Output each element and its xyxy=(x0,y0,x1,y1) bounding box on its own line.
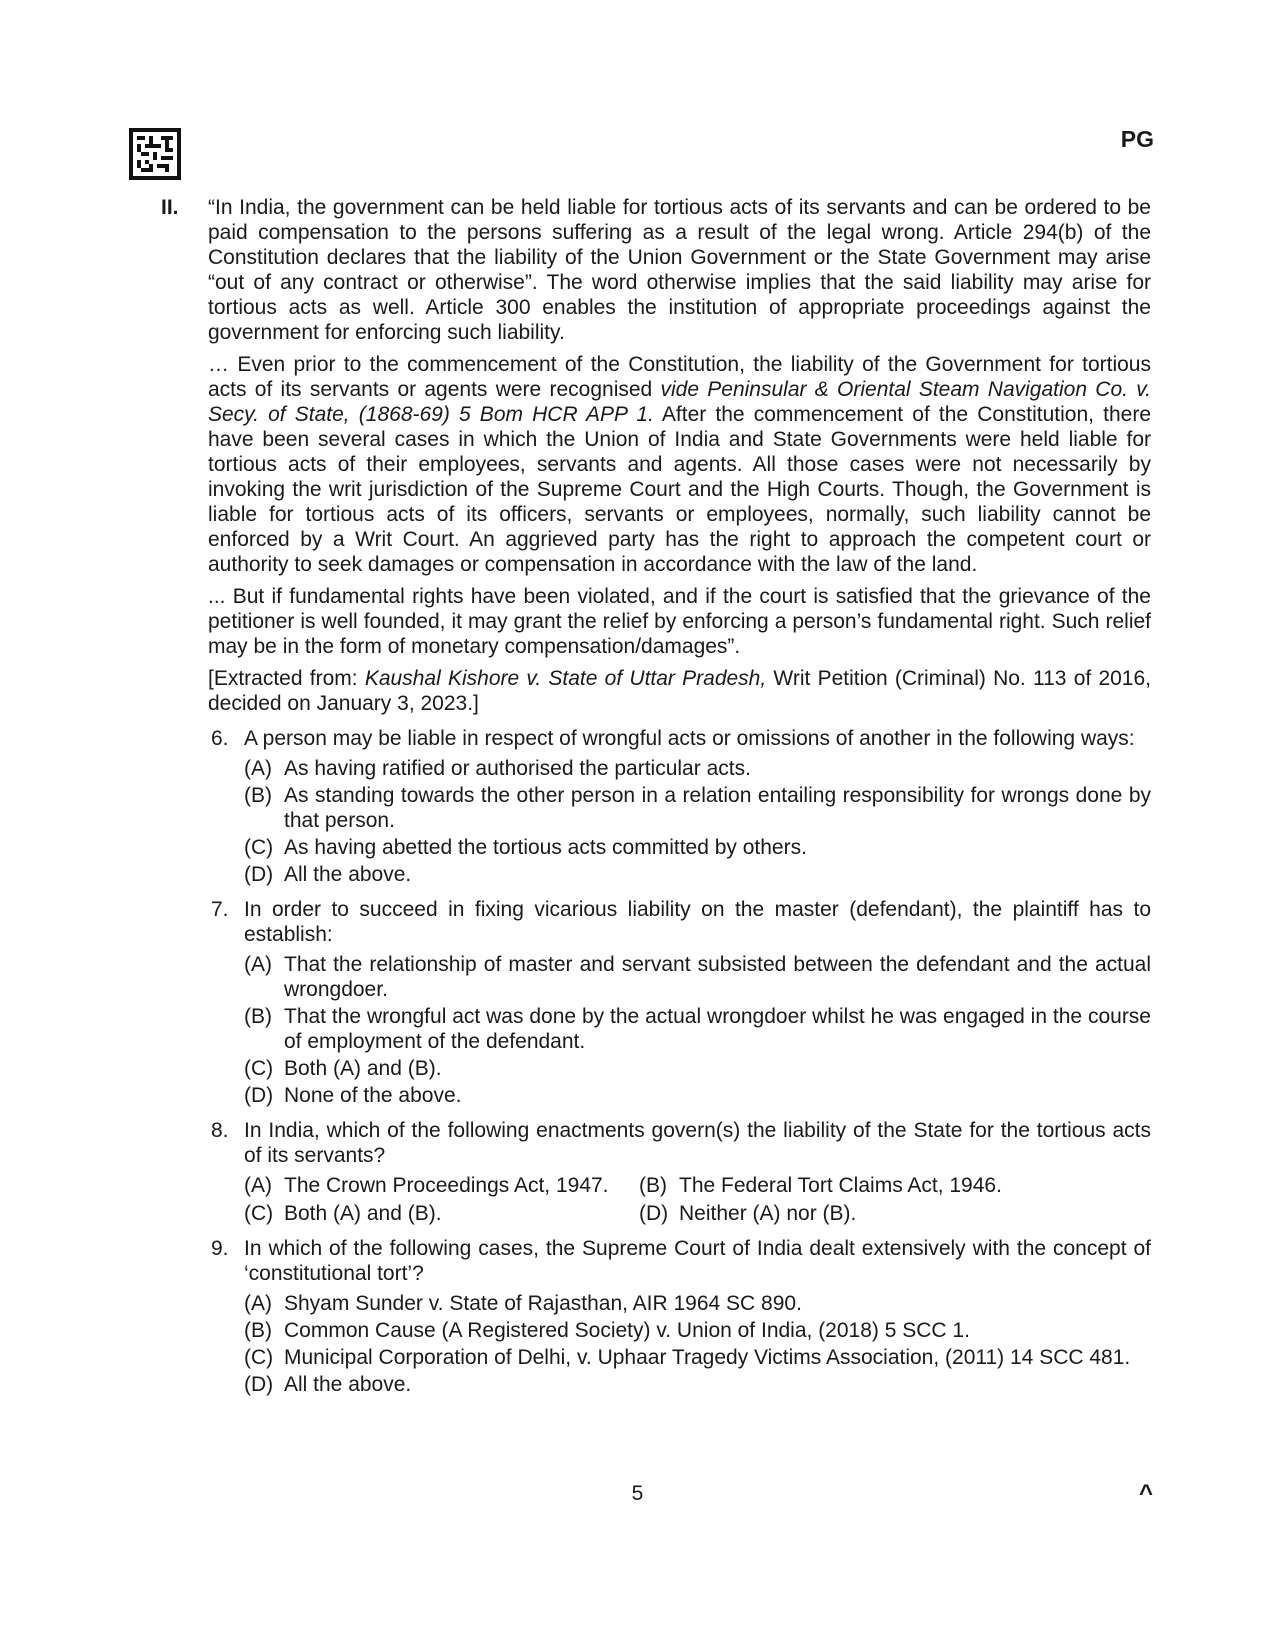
paragraph-text: After the commencement of the Constitution, there have been several cases in which the Union of India and State Governments were held liable for tortious acts of their employees, servants and agents. All those cases were not necessarily by invoking the writ jurisdiction of the Supreme Court and the High Courts. Though, the Government is liable for tortious acts of its officers, servants or employees, normally, such liability cannot be enforced by a Writ Court. An aggrieved party has the right to approach the competent court or authority to seek damages or compensation in accordance with the law of the land. xyxy=(208,403,1152,576)
case-citation: vide Peninsular & Oriental Steam Navigation Co. v. Secy. of State, (1868-69) 5 Bom HCR APP 1. xyxy=(208,378,1151,426)
option-c xyxy=(244,1345,1151,1370)
page-number: 5 xyxy=(631,1482,644,1505)
question-number: 9. xyxy=(211,1237,229,1260)
option-text: Both (A) and (B). xyxy=(284,1057,442,1080)
option-a xyxy=(244,952,1151,1002)
option-label: (D) xyxy=(244,1084,274,1107)
option-label: (B) xyxy=(244,1005,272,1028)
question-number: 7. xyxy=(211,898,229,921)
citation-text: [Extracted from: xyxy=(208,667,365,690)
option-text: Neither (A) nor (B). xyxy=(679,1202,857,1225)
option-text: Common Cause (A Registered Society) v. Union of India, (2018) 5 SCC 1. xyxy=(284,1319,970,1342)
option-text: As having abetted the tortious acts committed by others. xyxy=(284,836,807,859)
option-text: Municipal Corporation of Delhi, v. Uphaar Tragedy Victims Association, (2011) 14 SCC 481. xyxy=(284,1346,1131,1369)
option-text: Both (A) and (B). xyxy=(284,1202,442,1225)
option-label: (A) xyxy=(244,1174,272,1197)
option-text: All the above. xyxy=(284,863,412,886)
question-text: In which of the following cases, the Supreme Court of India dealt extensively with the concept of ‘constitutional tort’? xyxy=(244,1237,1151,1285)
extract-citation xyxy=(208,666,1151,716)
option-label: (B) xyxy=(639,1174,667,1197)
question-9 xyxy=(161,1236,1151,1397)
paragraph-text: … Even prior to the commencement of the Constitution, the liability of the Government for tortious acts of its servants or agents were recognised xyxy=(208,353,1151,401)
option-d xyxy=(244,1083,1151,1108)
page-content xyxy=(161,195,1151,1399)
section-label: II. xyxy=(161,196,179,219)
option-d xyxy=(244,862,1151,887)
option-text: That the relationship of master and servant subsisted between the defendant and the actual wrongdoer. xyxy=(284,953,1151,1001)
question-8 xyxy=(161,1118,1151,1226)
option-row xyxy=(244,1173,1151,1198)
passage-paragraph-2 xyxy=(208,352,1151,577)
option-b xyxy=(639,1173,1002,1198)
option-text: All the above. xyxy=(284,1373,412,1396)
question-number: 8. xyxy=(211,1119,229,1142)
option-label: (D) xyxy=(244,863,274,886)
option-d xyxy=(244,1372,1151,1397)
option-text: That the wrongful act was done by the actual wrongdoer whilst he was engaged in the course of employment of the defendant. xyxy=(284,1005,1151,1053)
option-text: As having ratified or authorised the particular acts. xyxy=(284,757,751,780)
option-row xyxy=(244,1201,1151,1226)
option-label: (C) xyxy=(244,1202,274,1225)
option-b xyxy=(244,1318,1151,1343)
option-b xyxy=(244,1004,1151,1054)
paper-code: PG xyxy=(1120,126,1154,152)
option-label: (B) xyxy=(244,784,272,807)
option-label: (C) xyxy=(244,836,274,859)
case-name: Kaushal Kishore v. State of Uttar Pradesh, xyxy=(364,667,767,690)
option-d xyxy=(639,1201,856,1226)
question-number: 6. xyxy=(211,727,229,750)
option-label: (A) xyxy=(244,757,272,780)
question-7 xyxy=(161,897,1151,1108)
option-label: (D) xyxy=(244,1373,274,1396)
option-label: (A) xyxy=(244,953,272,976)
option-a xyxy=(244,1291,1151,1316)
option-label: (C) xyxy=(244,1057,274,1080)
question-text: In India, which of the following enactments govern(s) the liability of the State for the tortious acts of its servants? xyxy=(244,1119,1151,1167)
option-text: As standing towards the other person in a relation entailing responsibility for wrongs done by that person. xyxy=(284,784,1151,832)
option-text: The Crown Proceedings Act, 1947. xyxy=(284,1174,609,1197)
option-c xyxy=(244,1201,639,1226)
question-6 xyxy=(161,726,1151,887)
qr-code-icon xyxy=(129,128,181,180)
option-c xyxy=(244,1056,1151,1081)
citation-text: Writ Petition (Criminal) No. 113 of 2016, decided on January 3, 2023.] xyxy=(208,667,1152,715)
option-label: (B) xyxy=(244,1319,272,1342)
question-text: In order to succeed in fixing vicarious liability on the master (defendant), the plaintiff has to establish: xyxy=(244,898,1151,946)
option-label: (A) xyxy=(244,1292,272,1315)
option-a xyxy=(244,756,1151,781)
option-b xyxy=(244,783,1151,833)
option-text: The Federal Tort Claims Act, 1946. xyxy=(679,1174,1002,1197)
passage-paragraph-1: “In India, the government can be held liable for tortious acts of its servants and can be ordered to be paid compensation to the persons suffering as a result of the legal wrong. Article 294(b) of the Constitution declares that the liability of the Union Government or the State Government may arise “out of any contract or otherwise”. The word otherwise implies that the said liability may arise for tortious acts as well. Article 300 enables the institution of appropriate proceedings against the government for enforcing such liability. xyxy=(208,196,1151,344)
passage-section xyxy=(161,195,1151,716)
option-text: Shyam Sunder v. State of Rajasthan, AIR 1964 SC 890. xyxy=(284,1292,802,1315)
option-label: (C) xyxy=(244,1346,274,1369)
option-a xyxy=(244,1173,639,1198)
question-text: A person may be liable in respect of wrongful acts or omissions of another in the following ways: xyxy=(244,727,1135,750)
option-text: None of the above. xyxy=(284,1084,462,1107)
option-label: (D) xyxy=(639,1202,669,1225)
option-c xyxy=(244,835,1151,860)
caret-mark-icon: ^ xyxy=(1138,1480,1153,1507)
passage-paragraph-3: ... But if fundamental rights have been violated, and if the court is satisfied that the grievance of the petitioner is well founded, it may grant the relief by enforcing a person’s fundamental right. Such relief may be in the form of monetary compensation/damages”. xyxy=(208,585,1151,658)
